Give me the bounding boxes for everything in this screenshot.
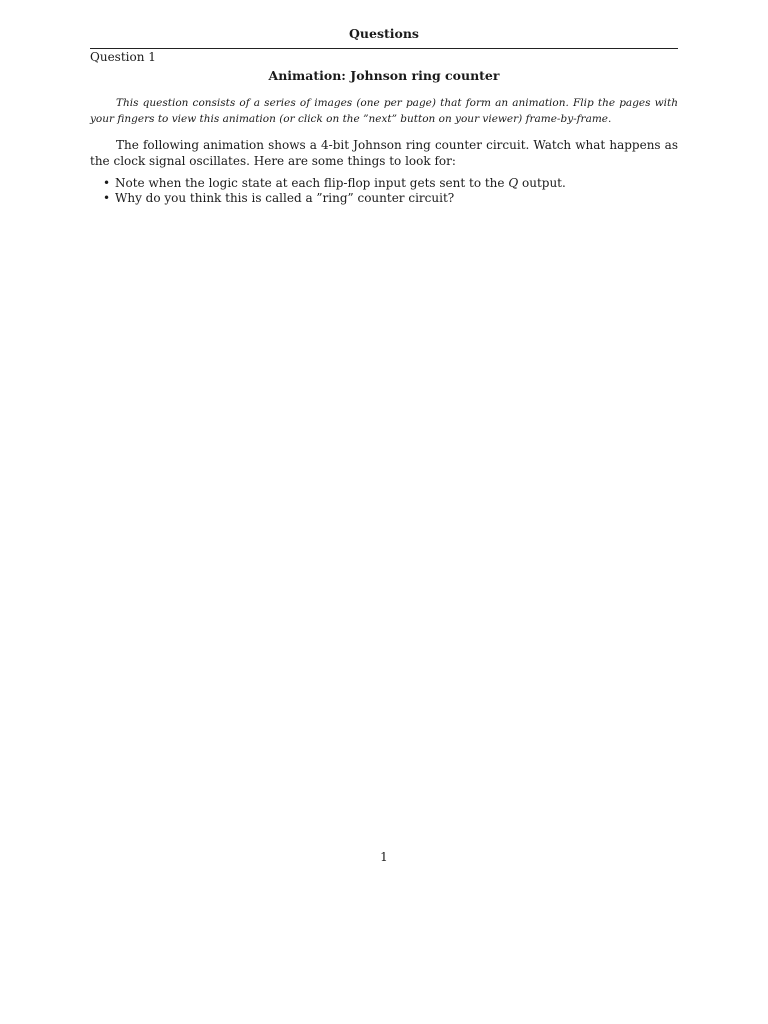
header-rule: [90, 48, 678, 49]
bullet-text-after: output.: [518, 176, 566, 190]
running-header: Questions: [349, 26, 419, 41]
list-item: [90, 176, 678, 191]
bullet-icon: •: [103, 176, 111, 190]
body-paragraph: The following animation shows a 4-bit Johnson ring counter circuit. Watch what happens as the clock signal oscillates. Here are some things to look for:: [90, 138, 678, 168]
intro-paragraph: This question consists of a series of images (one per page) that form an animation. Flip the pages with your fingers to view this animation (or click on the ”next” button on your viewer) frame-by-frame.: [90, 97, 678, 125]
list-item: [90, 191, 678, 206]
bullet-list: [90, 176, 678, 206]
bullet-text-before: Note when the logic state at each flip-flop input gets sent to the: [115, 176, 509, 190]
page-number: 1: [380, 850, 388, 864]
bullet-text: Why do you think this is called a ”ring” counter circuit?: [115, 191, 455, 205]
variable-q: Q: [508, 176, 519, 190]
bullet-icon: •: [103, 191, 111, 205]
question-label: Question 1: [90, 50, 156, 64]
question-title: Animation: Johnson ring counter: [268, 68, 500, 83]
